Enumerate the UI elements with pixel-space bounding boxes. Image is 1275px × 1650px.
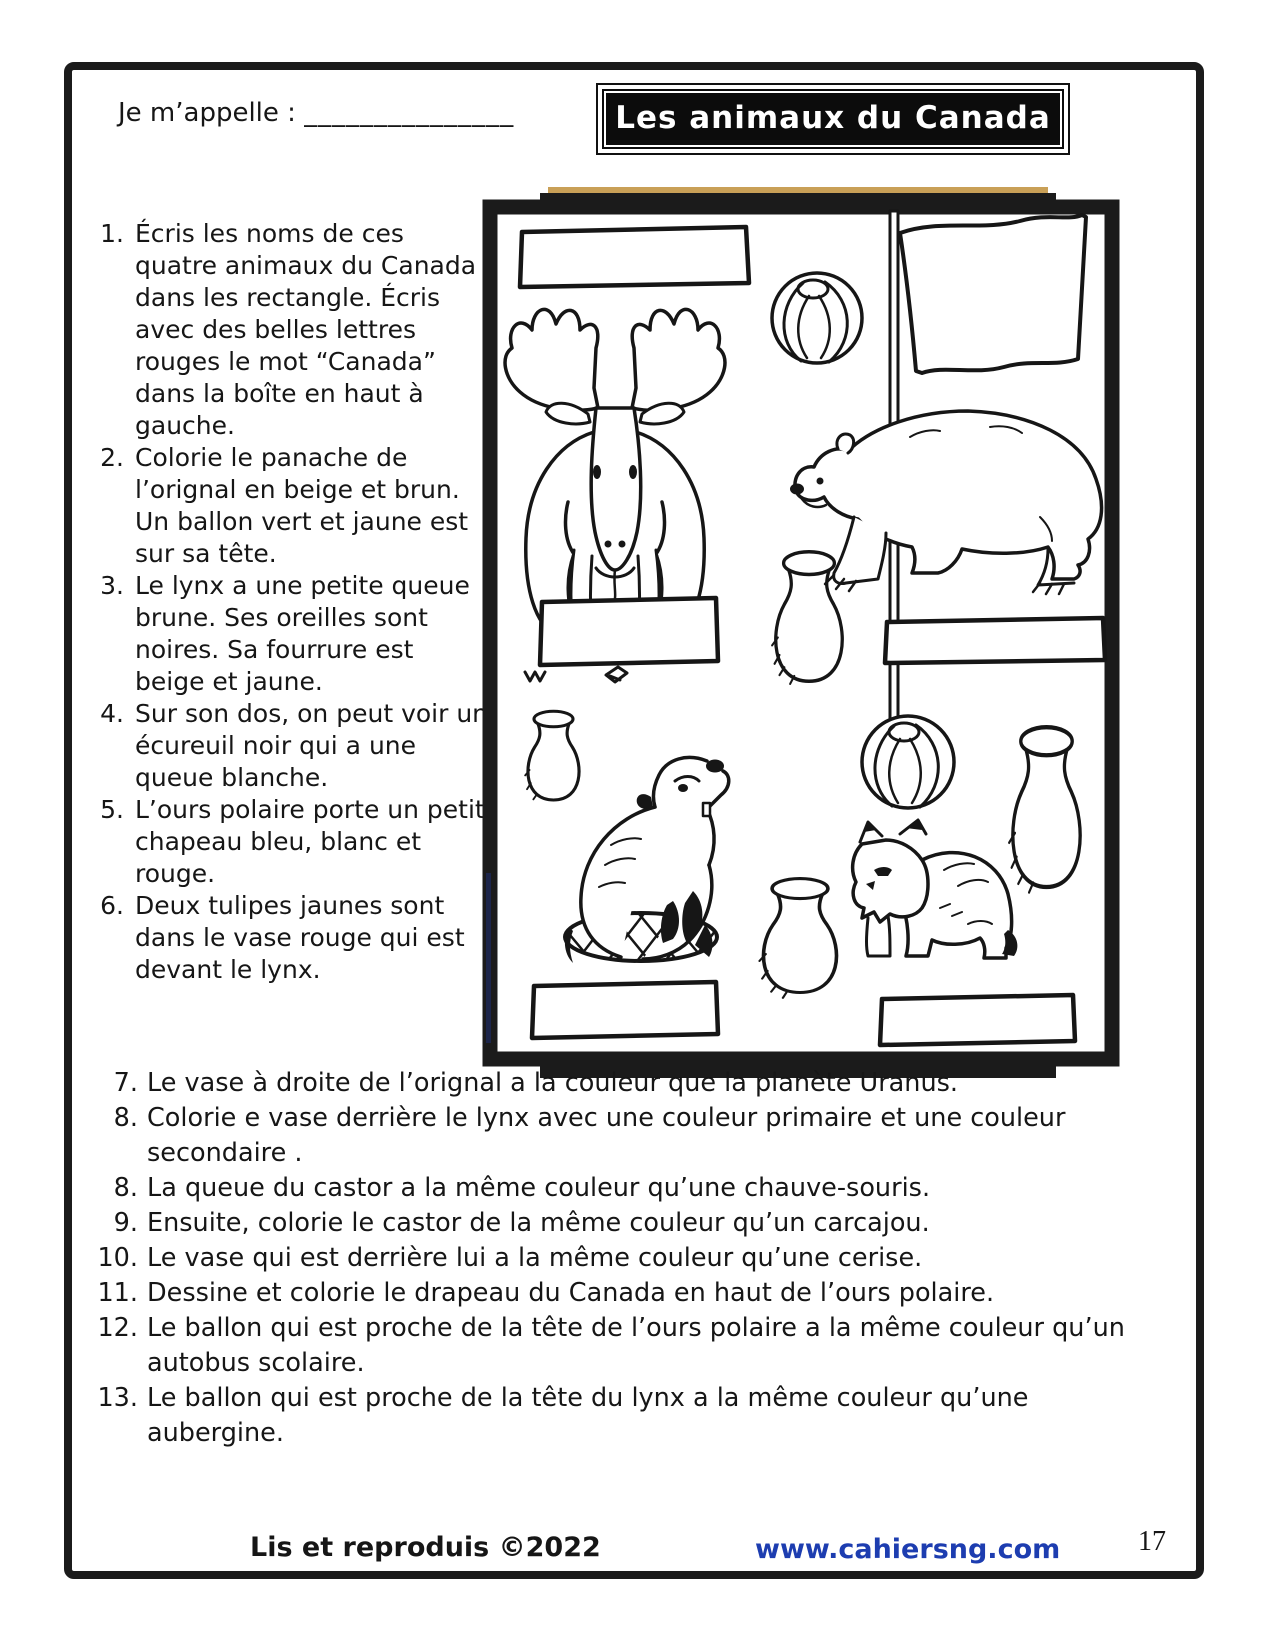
beaver-eye — [678, 784, 688, 792]
instruction-item — [92, 1276, 1142, 1311]
item-text: Deux tulipes jaunes sont dans le vase rouge qui est devant le lynx. — [135, 891, 465, 984]
instruction-item — [92, 1101, 1142, 1171]
label-box-top-left — [520, 227, 749, 287]
item-text: Sur son dos, on peut voir un écureuil noir qui a une queue blanche. — [135, 699, 489, 792]
item-text: Ensuite, colorie le castor de la même couleur qu’un carcajou. — [147, 1208, 930, 1238]
item-text: La queue du castor a la même couleur qu’une chauve-souris. — [147, 1173, 931, 1203]
item-text: Le lynx a une petite queue brune. Ses oreilles sont noires. Sa fourrure est beige et jaune. — [135, 571, 470, 696]
instruction-item — [92, 1241, 1142, 1276]
instruction-item — [86, 890, 488, 986]
instruction-item — [92, 1381, 1142, 1451]
instruction-item — [86, 698, 488, 794]
beaver-teeth — [703, 803, 710, 816]
instruction-item — [86, 570, 488, 698]
flag-cloth — [900, 215, 1086, 373]
animal-scene-illustration — [478, 183, 1128, 1093]
instruction-list-left — [86, 218, 488, 986]
frame-navy-edge — [486, 873, 491, 1043]
page-title: Les animaux du Canada — [604, 91, 1062, 147]
label-box-bear — [885, 618, 1105, 663]
label-box-bottom-right — [880, 995, 1075, 1045]
instruction-item — [92, 1066, 1142, 1101]
item-number: 7. — [113, 1068, 138, 1098]
item-number: 9. — [113, 1208, 138, 1238]
item-number: 3. — [100, 571, 124, 600]
instruction-list-bottom — [92, 1066, 1142, 1451]
page-number: 17 — [1138, 1526, 1166, 1557]
instruction-item — [92, 1171, 1142, 1206]
item-text: Le ballon qui est proche de la tête du lynx a la même couleur qu’une aubergine. — [147, 1383, 1029, 1448]
item-number: 1. — [100, 219, 124, 248]
instruction-item — [86, 218, 488, 442]
item-text: Dessine et colorie le drapeau du Canada en haut de l’ours polaire. — [147, 1278, 995, 1308]
item-number: 2. — [100, 443, 124, 472]
item-text: Écris les noms de ces quatre animaux du Canada dans les rectangle. Écris avec des belles lettres rouges le mot “Canada” dans la boîte en haut à gauche. — [135, 219, 477, 440]
instruction-item — [86, 794, 488, 890]
item-text: Le ballon qui est proche de la tête de l’ours polaire a la même couleur qu’un autobus scolaire. — [147, 1313, 1125, 1378]
item-number: 8. — [113, 1173, 138, 1203]
item-number: 13. — [97, 1383, 138, 1413]
label-box-bottom-left — [532, 982, 718, 1038]
item-number: 4. — [100, 699, 124, 728]
name-blank-line: _______________ — [304, 98, 515, 128]
item-text: Colorie e vase derrière le lynx avec une couleur primaire et une couleur secondaire . — [147, 1103, 1066, 1168]
beach-ball-bottom-icon — [862, 716, 954, 808]
item-number: 6. — [100, 891, 124, 920]
footer-credit: Lis et reproduis ©2022 — [250, 1532, 601, 1563]
instruction-item — [92, 1311, 1142, 1381]
polar-bear-drawing — [790, 411, 1102, 594]
item-number: 12. — [97, 1313, 138, 1343]
instruction-item — [92, 1206, 1142, 1241]
item-text: L’ours polaire porte un petit chapeau bleu, blanc et rouge. — [135, 795, 485, 888]
item-text: Colorie le panache de l’orignal en beige et brun. Un ballon vert et jaune est sur sa tête. — [135, 443, 469, 568]
instruction-item — [86, 442, 488, 570]
item-number: 11. — [97, 1278, 138, 1308]
footer-website-link[interactable]: www.cahiersng.com — [755, 1534, 1061, 1565]
beach-ball-top-icon — [772, 273, 862, 363]
name-label: Je m’appelle : — [118, 98, 296, 128]
beaver-nose — [706, 760, 724, 773]
title-box — [596, 83, 1070, 155]
item-text: Le vase qui est derrière lui a la même couleur qu’une cerise. — [147, 1243, 923, 1273]
item-number: 10. — [97, 1243, 138, 1273]
item-text: Le vase à droite de l’orignal a la couleur que la planète Uranus. — [147, 1068, 959, 1098]
item-number: 8. — [113, 1103, 138, 1133]
item-number: 5. — [100, 795, 124, 824]
name-line — [118, 98, 514, 128]
label-box-moose — [540, 598, 718, 665]
